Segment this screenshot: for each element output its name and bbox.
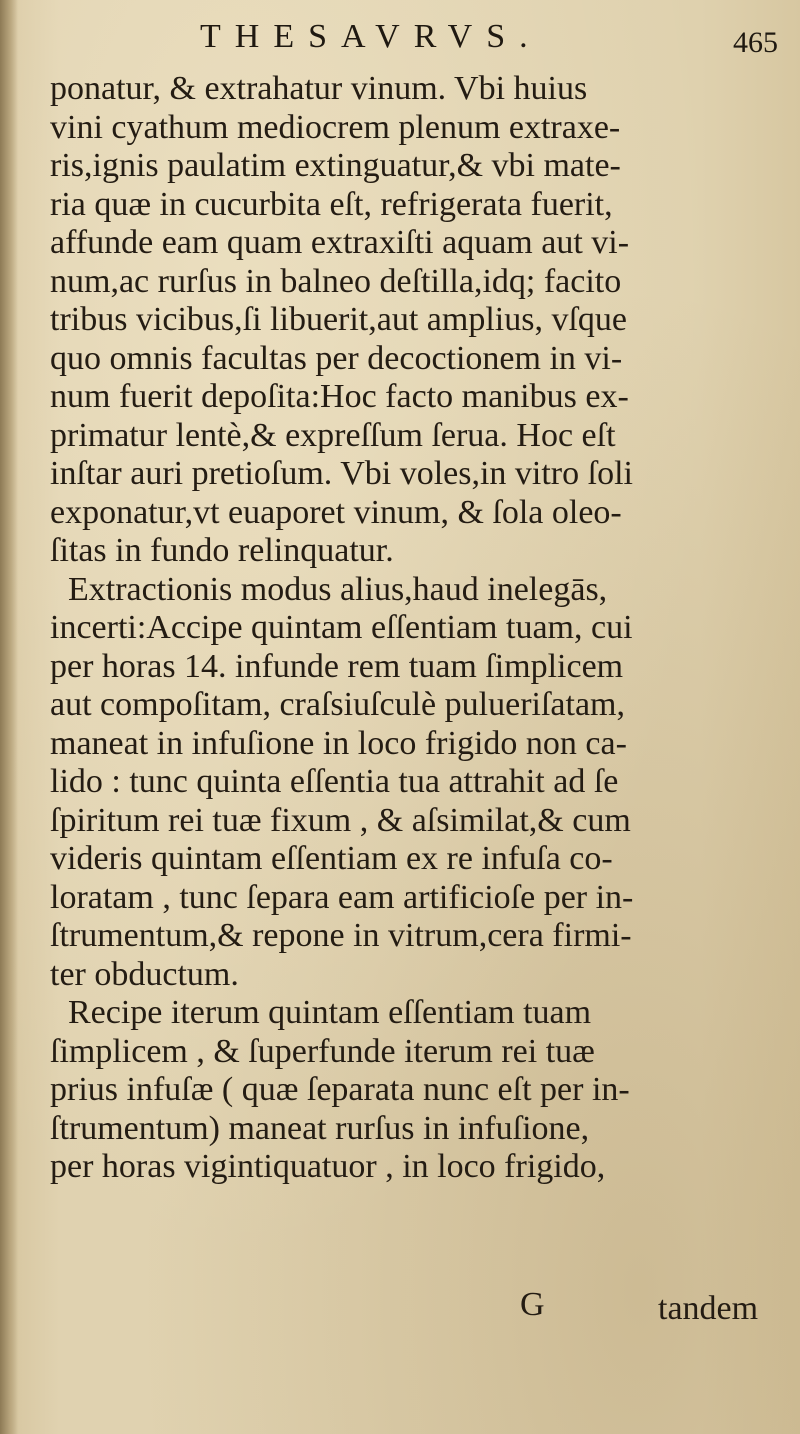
text-line: ria quæ in cucurbita eſt, refrigerata fuerit, [50, 185, 613, 223]
text-line: ſpiritum rei tuæ fixum , & aſsimilat,& cum [50, 801, 631, 839]
text-line: loratam , tunc ſepara eam artificioſe per in- [50, 878, 634, 916]
page-footer [0, 1286, 800, 1330]
signature-mark: G [520, 1286, 545, 1323]
text-line: exponatur,vt euaporet vinum, & ſola oleo- [50, 493, 622, 531]
text-line: ponatur, & extrahatur vinum. Vbi huius [50, 70, 588, 107]
text-line: affunde eam quam extraxiſti aquam aut vi- [50, 224, 630, 261]
page-gutter [0, 0, 18, 1434]
text-line: inſtar auri pretioſum. Vbi voles,in vitro ſoli [50, 455, 633, 492]
text-line: num fuerit depoſita:Hoc facto manibus ex- [50, 378, 629, 415]
text-line: vini cyathum mediocrem plenum extraxe- [50, 108, 621, 146]
text-line: ter obductum. [50, 955, 239, 993]
catchword: tandem [658, 1290, 759, 1327]
text-line: lido : tunc quinta eſſentia tua attrahit ad ſe [50, 763, 619, 800]
text-line: tribus vicibus,ſi libuerit,aut amplius, vſque [50, 301, 627, 338]
paragraph-start-line: Extractionis modus alius,haud inelegās, [68, 570, 608, 608]
paragraph-start-line: Recipe iterum quintam eſſentiam tuam [68, 994, 592, 1031]
text-line: primatur lentè,& expreſſum ſerua. Hoc eſt [50, 416, 616, 454]
text-line: ſtrumentum) maneat rurſus in infuſione, [50, 1109, 590, 1147]
text-line: ſitas in fundo relinquatur. [50, 532, 394, 569]
text-line: num,ac rurſus in balneo deſtilla,idq; facito [50, 262, 622, 300]
text-line: ſimplicem , & ſuperfunde iterum rei tuæ [50, 1032, 595, 1070]
text-line: ris,ignis paulatim extinguatur,& vbi mate- [50, 147, 621, 184]
body-text [50, 70, 790, 1187]
text-line: per horas 14. infunde rem tuam ſimplicem [50, 647, 624, 685]
text-line: aut compoſitam, craſsiuſculè pulueriſatam, [50, 686, 625, 723]
text-line: maneat in infuſione in loco frigido non ca- [50, 724, 627, 762]
text-line: incerti:Accipe quintam eſſentiam tuam, cui [50, 609, 633, 646]
text-line: quo omnis facultas per decoctionem in vi- [50, 339, 623, 377]
text-line: ſtrumentum,& repone in vitrum,cera firmi- [50, 917, 632, 954]
page-header [0, 18, 800, 64]
text-line: videris quintam eſſentiam ex re infuſa co- [50, 840, 613, 877]
text-line: prius infuſæ ( quæ ſeparata nunc eſt per in- [50, 1071, 630, 1108]
page-number: 465 [733, 26, 778, 59]
running-head: THESAVRVS. [200, 18, 542, 55]
text-line: per horas vigintiquatuor , in loco frigido, [50, 1148, 606, 1185]
